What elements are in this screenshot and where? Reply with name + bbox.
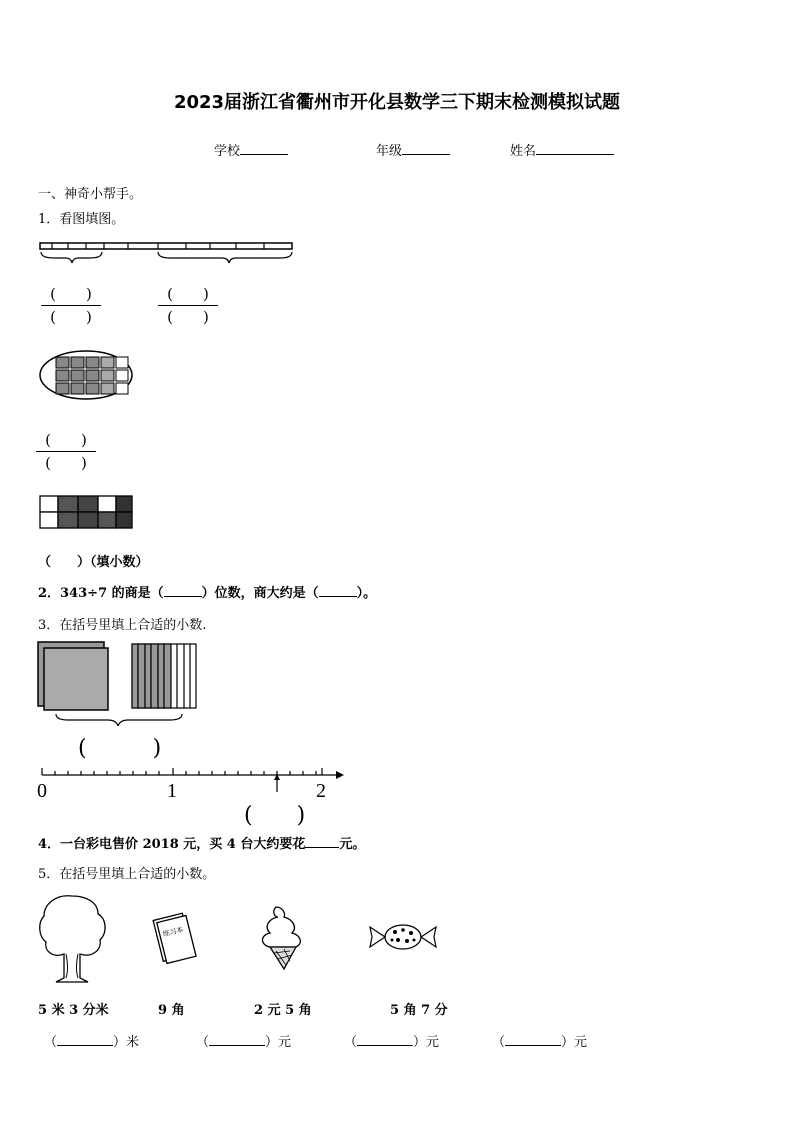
ice-cream-icon bbox=[256, 903, 302, 971]
school-field bbox=[214, 140, 288, 159]
question-3-label: 3．在括号里填上合适的小数. bbox=[38, 618, 207, 633]
name-label: 姓名 bbox=[510, 144, 537, 159]
fraction-answer-2[interactable]: ( ) ( ) bbox=[158, 285, 218, 326]
q2-text-2: ）位数，商大约是（ bbox=[201, 586, 319, 601]
item-answer-3[interactable]: （ ）元 bbox=[344, 1035, 440, 1050]
tick-label-1: 1 bbox=[167, 780, 177, 800]
question-1-label: 1．看图填图。 bbox=[38, 212, 125, 227]
grade-blank[interactable] bbox=[402, 154, 450, 155]
section-heading: 一、神奇小帮手。 bbox=[38, 187, 143, 202]
q2-blank-2[interactable] bbox=[319, 596, 357, 597]
question-2 bbox=[38, 582, 376, 601]
item-value-2: 9 角 bbox=[158, 1003, 185, 1018]
item-answer-4[interactable]: （ ）元 bbox=[492, 1035, 588, 1050]
strip-figure bbox=[38, 236, 296, 268]
notebook-label: 练习本 bbox=[161, 925, 185, 939]
name-field bbox=[510, 140, 614, 159]
q4-text-1: 4．一台彩电售价 2018 元，买 4 台大约要花 bbox=[38, 837, 306, 852]
tree-icon bbox=[36, 892, 108, 986]
squares-answer[interactable]: ( ) bbox=[78, 736, 162, 761]
item-value-1: 5 米 3 分米 bbox=[38, 1003, 109, 1018]
fraction-answer-1[interactable]: ( ) ( ) bbox=[41, 285, 101, 326]
school-label: 学校 bbox=[214, 144, 241, 159]
notebook-icon bbox=[150, 910, 198, 966]
grade-field bbox=[376, 140, 450, 159]
candy-icon bbox=[366, 920, 440, 954]
number-line bbox=[36, 760, 346, 800]
page-title: 2023届浙江省衢州市开化县数学三下期末检测模拟试题 bbox=[173, 92, 621, 113]
number-line-answer[interactable]: ( ) bbox=[244, 803, 306, 828]
question-4 bbox=[38, 833, 365, 852]
item-value-4: 5 角 7 分 bbox=[390, 1003, 448, 1018]
q2-text-1: 2．343÷7 的商是（ bbox=[38, 586, 164, 601]
item-answer-2[interactable]: （ ）元 bbox=[196, 1035, 292, 1050]
strip-bar bbox=[40, 243, 292, 249]
grade-label: 年级 bbox=[376, 144, 403, 159]
right-brace bbox=[158, 252, 292, 263]
tick-label-0: 0 bbox=[37, 780, 47, 800]
name-blank[interactable] bbox=[536, 154, 614, 155]
item-value-3: 2 元 5 角 bbox=[254, 1003, 312, 1018]
q4-text-2: 元。 bbox=[339, 837, 366, 852]
q4-blank[interactable] bbox=[305, 847, 339, 848]
left-brace bbox=[41, 252, 102, 263]
squares-brace bbox=[56, 714, 182, 726]
tick-label-2: 2 bbox=[316, 780, 326, 800]
q2-text-3: ）。 bbox=[356, 586, 377, 601]
item-answer-1[interactable]: （ ）米 bbox=[44, 1035, 140, 1050]
oval-grid-figure bbox=[38, 348, 136, 404]
q2-blank-1[interactable] bbox=[164, 596, 202, 597]
fraction-answer-3[interactable]: ( ) ( ) bbox=[36, 431, 96, 472]
shaded-grid-figure bbox=[38, 494, 138, 530]
decimal-answer[interactable]: （ ）（填小数） bbox=[38, 555, 149, 570]
squares-figure bbox=[36, 640, 204, 726]
school-blank[interactable] bbox=[240, 154, 288, 155]
question-5-label: 5．在括号里填上合适的小数。 bbox=[38, 867, 216, 882]
